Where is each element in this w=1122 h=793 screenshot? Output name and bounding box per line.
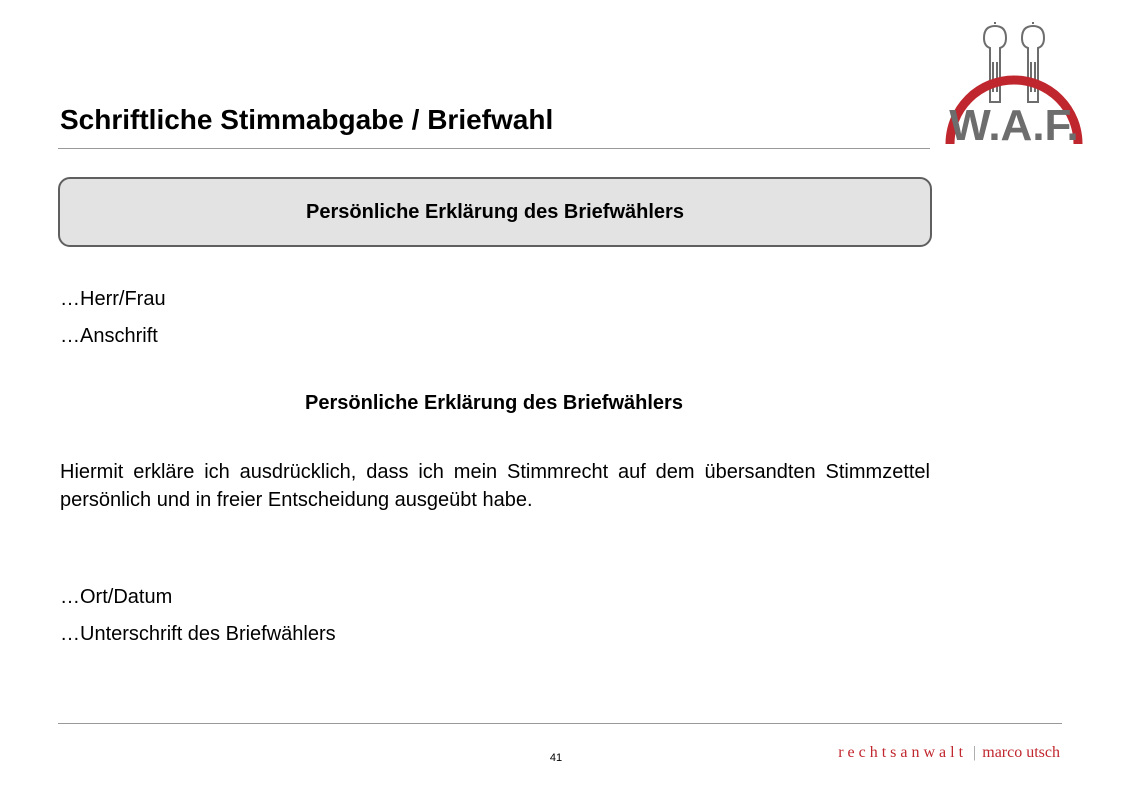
declaration-text: Hiermit erkläre ich ausdrücklich, dass ich mein Stimmrecht auf dem übersandten Stimmzettel persönlich und in freier Entscheidung ausgeübt habe. xyxy=(60,461,930,511)
waf-logo xyxy=(938,22,1090,146)
footer-brand xyxy=(838,744,1060,762)
title-divider xyxy=(58,148,930,149)
church-towers-icon xyxy=(984,22,1044,102)
signature-line: …Unterschrift des Briefwählers xyxy=(60,623,336,645)
banner-text: Persönliche Erklärung des Briefwählers xyxy=(306,200,684,223)
section-banner xyxy=(58,177,932,247)
footer-divider xyxy=(58,723,1062,724)
address-line: …Anschrift xyxy=(60,325,158,347)
page-title: Schriftliche Stimmabgabe / Briefwahl xyxy=(60,104,554,135)
declaration-heading: Persönliche Erklärung des Briefwählers xyxy=(305,392,683,414)
salutation-line: …Herr/Frau xyxy=(60,288,166,310)
brand-profession: rechtsanwalt xyxy=(838,744,968,761)
brand-separator: | xyxy=(973,744,977,761)
brand-name: marco utsch xyxy=(982,744,1060,761)
place-date-line: …Ort/Datum xyxy=(60,586,173,608)
svg-text:W.A.F.: W.A.F. xyxy=(949,101,1079,146)
page-number: 41 xyxy=(549,752,563,764)
